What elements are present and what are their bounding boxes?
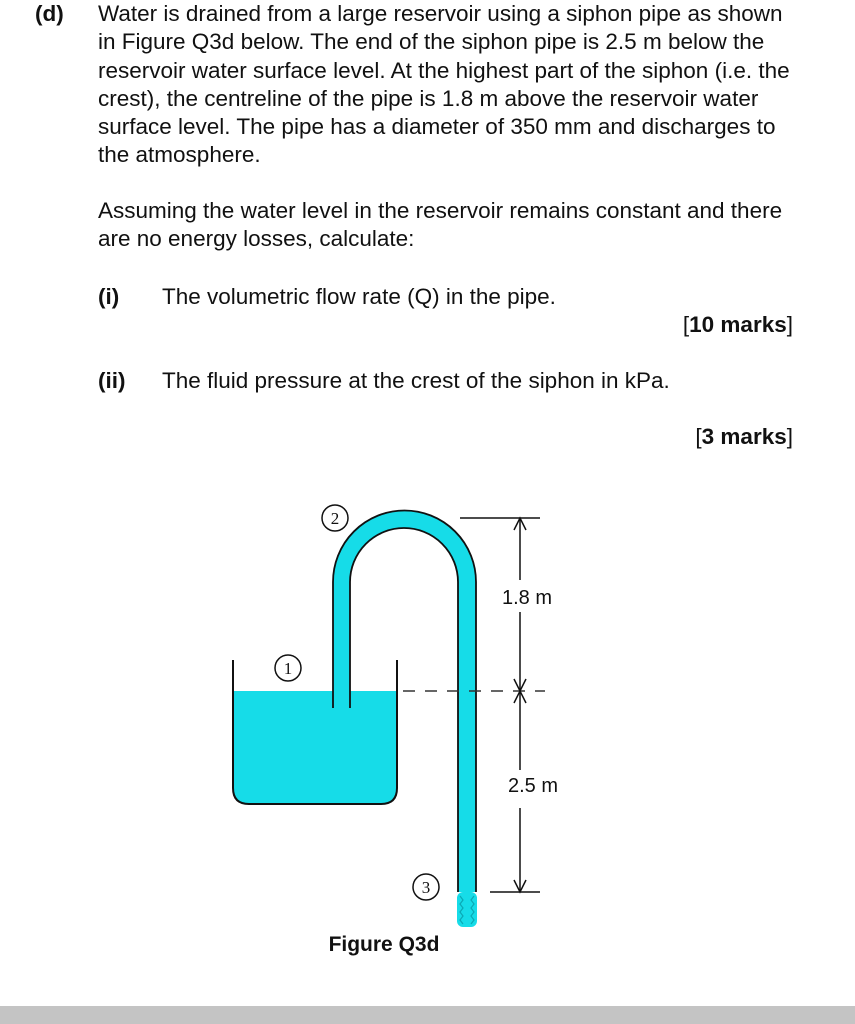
dim-label-upper: 1.8 m [501, 587, 553, 609]
question-intro: Water is drained from a large reservoir using a siphon pipe as shown in Figure Q3d below. The end of the siphon pipe is 2.5 m below the reservoir water surface level. At the highest part of the siphon (i.e. the crest), the centreline of the pipe is 1.8 m above the reservoir water surface level. The pipe has a diameter of 350 mm and discharges to the atmosphere. [98, 1, 790, 168]
part-i-marks: [10 marks] [682, 312, 793, 337]
dim-label-lower: 2.5 m [507, 775, 559, 797]
question-assumption: Assuming the water level in the reservoir remains constant and there are no energy losses, calculate: [98, 198, 783, 252]
point-1-label: 1 [283, 659, 293, 678]
part-ii-marks: [3 marks] [695, 424, 793, 449]
part-ii-text: The fluid pressure at the crest of the siphon in kPa. [162, 368, 670, 393]
part-ii-label: (ii) [98, 368, 126, 393]
part-i-text: The volumetric flow rate (Q) in the pipe. [162, 284, 556, 309]
part-i-label: (i) [98, 284, 120, 309]
point-2-label: 2 [330, 509, 340, 528]
outlet-jet [457, 892, 477, 927]
point-3-label: 3 [421, 878, 431, 897]
reservoir-water [233, 691, 397, 804]
figure-caption: Figure Q3d [328, 933, 440, 956]
page-footer-bar [0, 1006, 855, 1024]
question-label: (d) [35, 1, 64, 26]
